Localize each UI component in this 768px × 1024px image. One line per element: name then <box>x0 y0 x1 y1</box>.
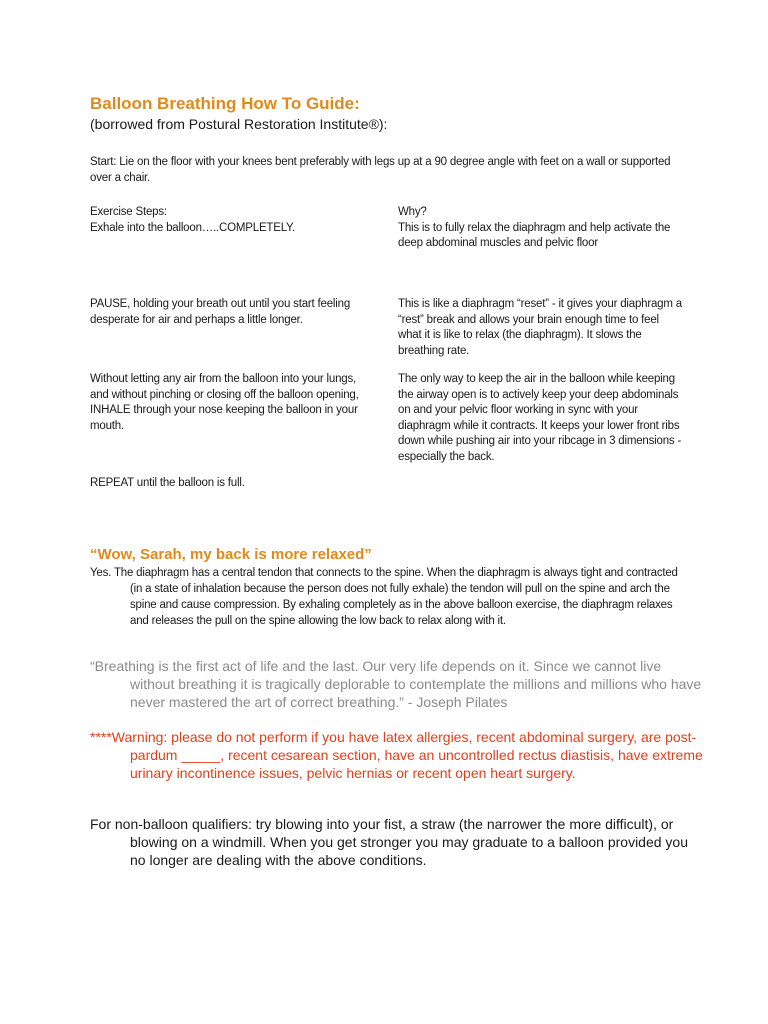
testimonial-body: Yes. The diaphragm has a central tendon that connects to the spine. When the diaphragm is always tight and contracted (in a state of inhalation because the person does not fully exhale) the tendon will pull on the spine and arch the spine and cause compression. By exhaling completely as in the above balloon exercise, the diaphragm relaxes and releases the pull on the spine allowing the low back to relax along with it. <box>90 567 678 627</box>
document-subtitle: (borrowed from Postural Restoration Institute®): <box>90 116 388 132</box>
repeat-text: REPEAT until the balloon is full. <box>90 477 245 489</box>
start-instructions: Start: Lie on the floor with your knees bent preferably with legs up at a 90 degree angle with feet on a wall or supported over a chair. <box>90 156 671 184</box>
step-text: PAUSE, holding your breath out until you start feeling desperate for air and perhaps a little longer. <box>90 298 351 326</box>
why-text: This is to fully relax the diaphragm and help activate the deep abdominal muscles and pelvic floor <box>398 221 671 249</box>
steps-header: Exercise Steps: <box>90 206 167 218</box>
why-header: Why? <box>398 206 427 218</box>
non-balloon-text: For non-balloon qualifiers: try blowing into your fist, a straw (the narrower the more difficult), or blowing on a windmill. When you get stronger you may graduate to a balloon provided you no longer are dealing with the above conditions. <box>90 816 688 868</box>
why-text: The only way to keep the air in the balloon while keeping the airway open is to actively keep your deep abdominals on and your pelvic floor working in sync with your diaphragm while it contracts. It keeps your lower front ribs down while pushing air into your ribcage in 3 dimensions - especially the back. <box>398 373 682 463</box>
step-text: Exhale into the balloon…..COMPLETELY. <box>90 221 296 234</box>
step-text: Without letting any air from the balloon into your lungs, and without pinching or closing off the balloon opening, INHALE through your nose keeping the balloon in your mouth. <box>90 373 359 432</box>
why-text: This is like a diaphragm “reset” - it gives your diaphragm a “rest” break and allows your brain enough time to feel what it is like to relax (the diaphragm). It slows the breathing rate. <box>398 298 682 357</box>
document-title: Balloon Breathing How To Guide: <box>90 94 360 113</box>
testimonial-heading: “Wow, Sarah, my back is more relaxed” <box>90 546 372 563</box>
repeat-row <box>90 476 690 492</box>
warning-text: ****Warning: please do not perform if you have latex allergies, recent abdominal surgery, are post-pardum _____, recent cesarean section, have an uncontrolled rectus diastisis, have extreme urinary incontinence issues, pelvic hernias or recent open heart surgery. <box>90 729 703 781</box>
pilates-quote: “Breathing is the first act of life and the last. Our very life depends on it. Since we cannot live without breathing it is tragically deplorable to contemplate the millions and millions who have never mastered the art of correct breathing.” - Joseph Pilates <box>90 658 702 710</box>
